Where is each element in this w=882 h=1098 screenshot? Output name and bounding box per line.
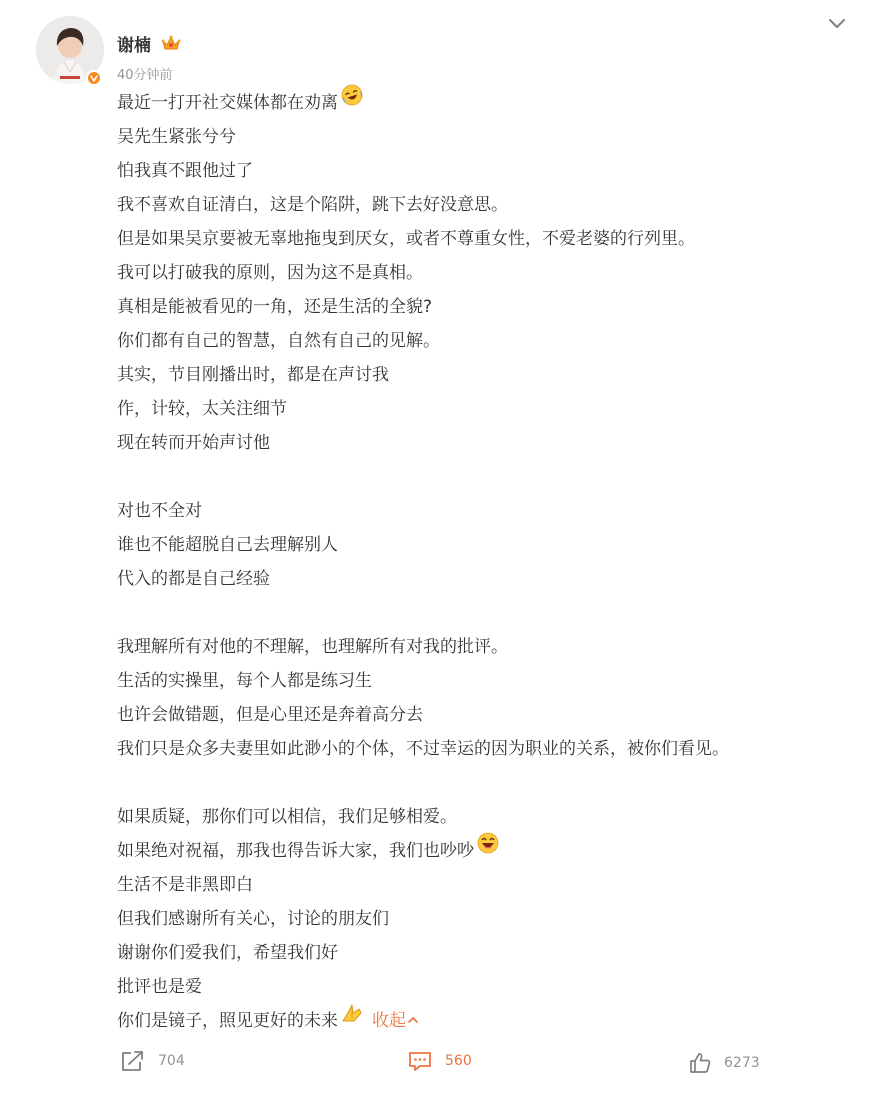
post-line: 生活的实操里，每个人都是练习生	[117, 671, 372, 691]
chevron-down-icon[interactable]	[826, 12, 848, 34]
post-line: 批评也是爱	[117, 977, 202, 997]
praying-hands-emoji-icon	[340, 1001, 364, 1037]
thumbs-up-icon	[688, 1051, 712, 1075]
post-content	[117, 86, 857, 1038]
post-line: 真相是能被看见的一角，还是生活的全貌?	[117, 297, 433, 317]
post-line	[117, 766, 857, 800]
post-line: 生活不是非黑即白	[117, 875, 253, 895]
post-line: 我理解所有对他的不理解，也理解所有对我的批评。	[117, 637, 508, 657]
like-button[interactable]	[688, 1050, 760, 1076]
post-line: 现在转而开始声讨他	[117, 433, 270, 453]
like-count: 6273	[724, 1055, 760, 1071]
post-line: 我们只是众多夫妻里如此渺小的个体，不过幸运的因为职业的关系，被你们看见。	[117, 739, 729, 759]
post-timestamp[interactable]: 40分钟前	[117, 68, 173, 83]
post-line: 你们是镜子，照见更好的未来 收起	[117, 1004, 857, 1038]
post-line: 但我们感谢所有关心，讨论的朋友们	[117, 909, 389, 929]
post-line: 我不喜欢自证清白，这是个陷阱，跳下去好没意思。	[117, 195, 508, 215]
post-line: 谁也不能超脱自己去理解别人	[117, 535, 338, 555]
post-line: 吴先生紧张兮兮	[117, 127, 236, 147]
author-name[interactable]: 谢楠	[117, 35, 151, 56]
verified-badge-icon	[86, 70, 102, 86]
share-icon	[120, 1049, 146, 1073]
comment-button[interactable]	[407, 1048, 472, 1074]
share-button[interactable]	[120, 1048, 185, 1074]
share-count: 704	[158, 1053, 185, 1069]
post-line: 最近一打开社交媒体都在劝离	[117, 86, 857, 120]
post-line: 也许会做错题，但是心里还是奔着高分去	[117, 705, 423, 725]
post-line: 如果质疑，那你们可以相信，我们足够相爱。	[117, 807, 457, 827]
post-line: 作，计较，太关注细节	[117, 399, 287, 419]
post-line	[117, 596, 857, 630]
post-line: 如果绝对祝福，那我也得告诉大家，我们也吵吵	[117, 834, 857, 868]
post-line: 其实，节目刚播出时，都是在声讨我	[117, 365, 389, 385]
post-line: 谢谢你们爱我们，希望我们好	[117, 943, 338, 963]
post-line: 你们都有自己的智慧，自然有自己的见解。	[117, 331, 440, 351]
post-line: 代入的都是自己经验	[117, 569, 270, 589]
post-line: 但是如果吴京要被无辜地拖曳到厌女，或者不尊重女性，不爱老婆的行列里。	[117, 229, 695, 249]
grinning-emoji-icon	[476, 831, 500, 867]
collapse-link[interactable]: 收起	[372, 1011, 420, 1031]
post-line: 怕我真不跟他过了	[117, 161, 253, 181]
crying-laughing-emoji-icon	[340, 83, 364, 119]
post-line	[117, 460, 857, 494]
crown-icon[interactable]	[161, 34, 181, 52]
author-row	[117, 32, 181, 54]
comment-icon	[407, 1049, 433, 1073]
post-line: 我可以打破我的原则，因为这不是真相。	[117, 263, 423, 283]
comment-count: 560	[445, 1053, 472, 1069]
chevron-up-icon	[406, 1013, 420, 1027]
post-line: 对也不全对	[117, 501, 202, 521]
